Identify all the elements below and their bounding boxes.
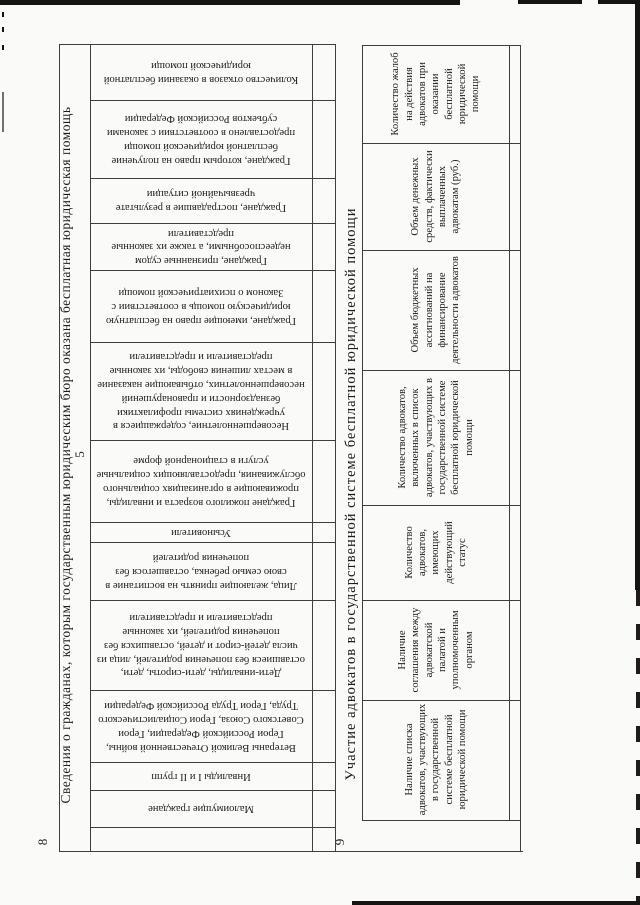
- table1-header-cell: Граждане, которым право на получение бесплатной юридической помощи предоставлено в соответствии с законами субъектов Российской Федерации: [106, 113, 296, 166]
- table2-title: Участие адвокатов в государственной системе бесплатной юридической помощи: [343, 207, 359, 781]
- table1-header-cell: Граждане, имеющие право на бесплатную юридическую помощь в соответствии с Законом о психиатрической помощи: [105, 287, 297, 326]
- table2-header-cell: Количество адвокатов, имеющих действующий статус: [403, 521, 468, 584]
- table1-header-cell: Количество отказов в оказании бесплатной юридической помощи: [103, 60, 299, 85]
- scan-speck: [2, 92, 4, 132]
- item8-box-line: [59, 835, 60, 852]
- table2-header-cell: Наличие списка адвокатов, участвующих в государственной системе бесплатной юридической помощи: [403, 703, 468, 816]
- table1-header-cell: Ветераны Великой Отечественной войны, Герои Российской Федерации, Герои Советского Союза, Герои Социалистического Труда, Герои Труда Российской Федерации: [98, 700, 304, 753]
- page-number: 5: [72, 451, 87, 458]
- scan-edge-bottom: [352, 901, 640, 905]
- table2-header-cell: Объем денежных средств, фактически выплаченных адвокатам (руб.): [410, 150, 462, 243]
- table2-header-cell: Наличие соглашения между адвокатской палатой и уполномоченным органом: [397, 607, 475, 693]
- table2-header-cell: Объем бюджетных ассигнований на финансирование деятельности адвокатов: [410, 256, 462, 364]
- table2-header-cell: Количество адвокатов, включенных в список адвокатов, участвующих в государственной системе бесплатной юридической помощи: [397, 377, 475, 498]
- scan-speck: [2, 12, 4, 17]
- table1-header-cell: Лица, желающие принять на воспитание в свою семью ребенка, оставшегося без попечения родителей: [105, 552, 297, 591]
- table2-header-cell: Количество жалоб на действия адвокатов при оказании бесплатной юридической помощи: [390, 52, 482, 136]
- table1-header-cell: Усыновители: [171, 526, 231, 538]
- table1-col-separator: [90, 827, 336, 828]
- scan-speck: [2, 45, 4, 50]
- scan-edge-top: [0, 0, 460, 5]
- scan-speck: [2, 27, 4, 32]
- table1-data-row-line: [312, 44, 313, 852]
- item-number-9: 9: [331, 838, 347, 846]
- table1-title: Сведения о гражданах, которым государственным юридическим бюро оказана бесплатная юридическая помощь: [57, 106, 73, 804]
- table1-header-cell: Граждане, пострадавшие в результате чрезвычайной ситуации: [115, 188, 287, 214]
- table1-header-cell: Граждане пожилого возраста и инвалиды, проживающие в организациях социального обслуживания, предоставляющих социальные услуги в стационарной форме: [96, 455, 306, 508]
- table1-header-cell: Малоимущие граждане: [148, 803, 254, 815]
- item9-box-line: [336, 851, 523, 852]
- scan-edge-right: [635, 0, 640, 590]
- scan-edge-top-dash: [598, 0, 640, 4]
- item-number-8: 8: [34, 838, 50, 846]
- scan-edge-top-dash: [518, 0, 582, 4]
- item9-box-line: [520, 821, 521, 852]
- table2-data-row-line: [509, 45, 510, 821]
- scan-edge-right-patchy: [636, 590, 640, 905]
- table1-header-cell: Граждане, признанные судом недееспособными, а также их законные представители: [111, 227, 291, 267]
- table1-header-cell: Несовершеннолетние, содержащиеся в учреждениях системы профилактики безнадзорности и правонарушений несовершеннолетних, отбывающие наказание в местах лишения свободы, их законные представители и представители: [97, 351, 305, 432]
- table1-header-cell: Инвалиды I и II групп: [151, 770, 251, 782]
- table1-header-cell: Дети-инвалиды, дети-сироты, дети, оставшиеся без попечения родителей, лица из числа детей-сирот и детей, оставшихся без попечения родителей, их законные представители и представители: [96, 612, 306, 679]
